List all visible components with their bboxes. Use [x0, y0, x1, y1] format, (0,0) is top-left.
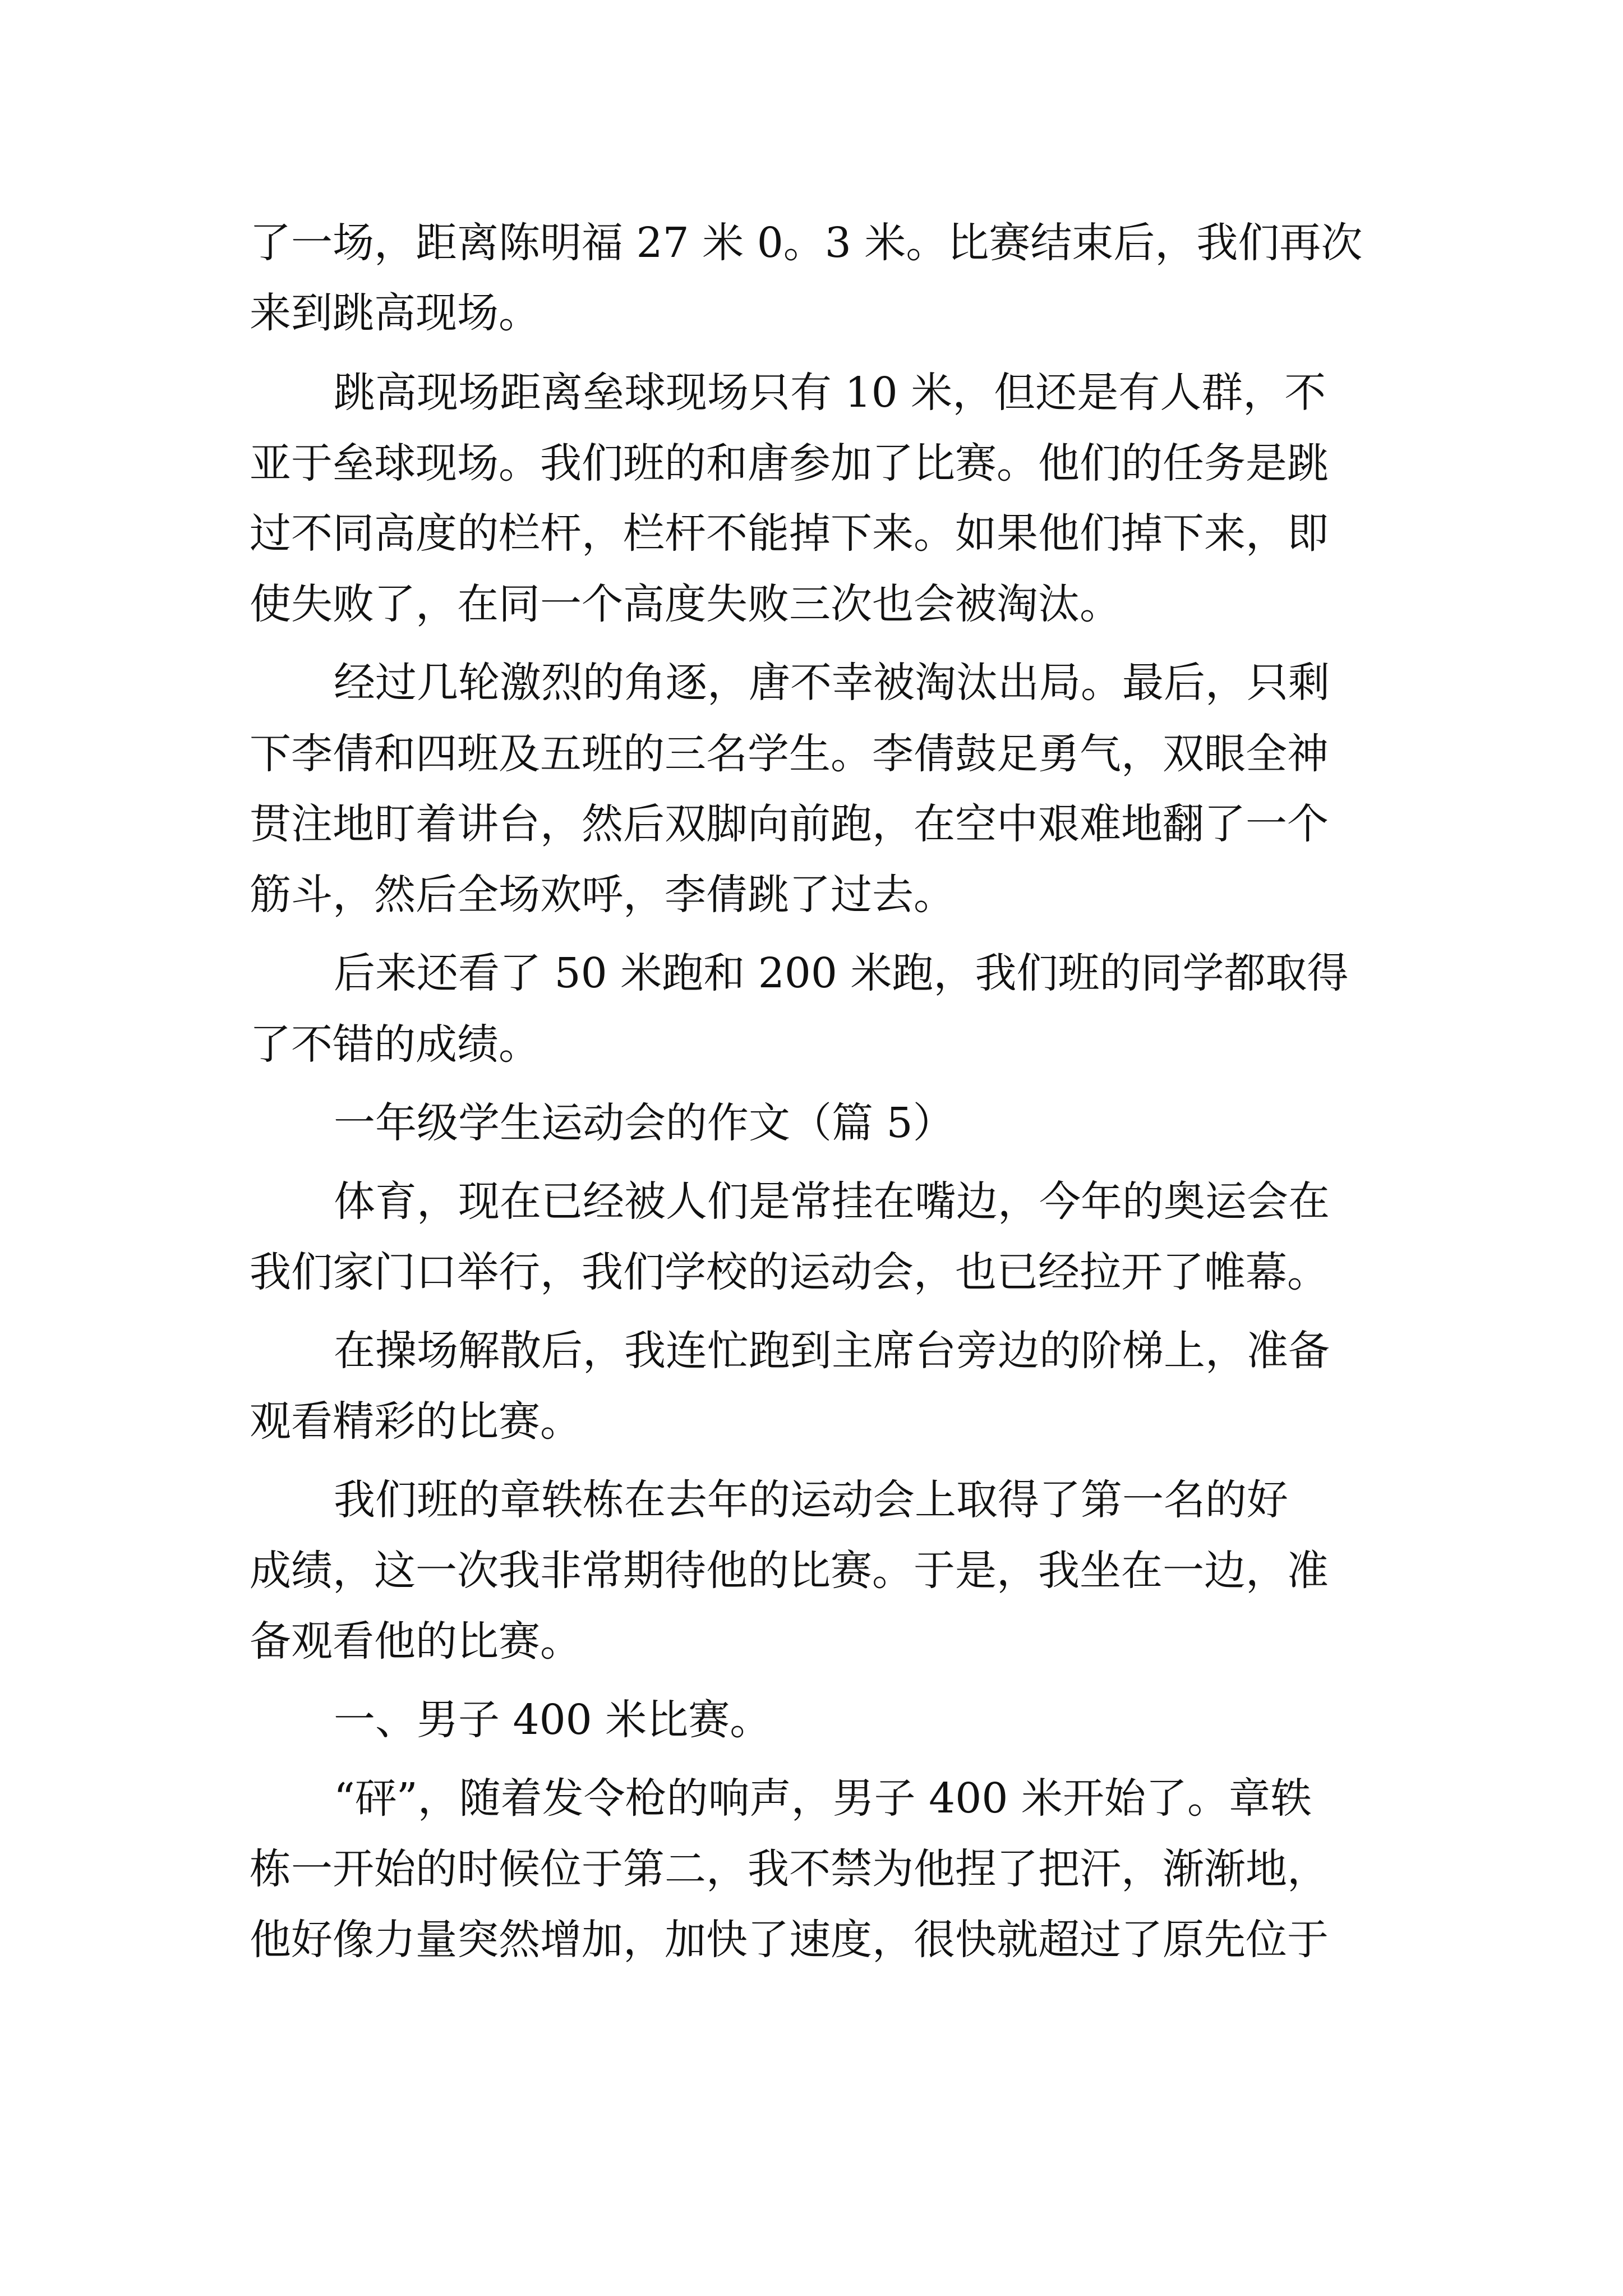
- text-line: 他好像力量突然增加，加快了速度，很快就超过了原先位于: [250, 1916, 1329, 1964]
- text-line: 我们班的章轶栋在去年的运动会上取得了第一名的好: [334, 1476, 1288, 1524]
- text-line: 后来还看了 50 米跑和 200 米跑，我们班的同学都取得: [334, 949, 1349, 997]
- text-line: 在操场解散后，我连忙跑到主席台旁边的阶梯上，准备: [334, 1327, 1330, 1375]
- text-line: 来到跳高现场。: [250, 289, 540, 337]
- text-line: 我们家门口举行，我们学校的运动会，也已经拉开了帷幕。: [250, 1248, 1329, 1296]
- text-line: 使失败了，在同一个高度失败三次也会被淘汰。: [250, 580, 1121, 628]
- text-line: “砰”，随着发令枪的响声，男子 400 米开始了。章轶: [334, 1774, 1312, 1823]
- text-line: 经过几轮激烈的角逐，唐不幸被淘汰出局。最后，只剩: [334, 659, 1330, 707]
- text-line: 下李倩和四班及五班的三名学生。李倩鼓足勇气，双眼全神: [250, 730, 1329, 778]
- text-line: 了一场，距离陈明福 27 米 0。3 米。比赛结束后，我们再次: [250, 219, 1363, 267]
- text-line: 筋斗，然后全场欢呼，李倩跳了过去。: [250, 871, 955, 919]
- text-line: 过不同高度的栏杆，栏杆不能掉下来。如果他们掉下来，即: [250, 509, 1329, 558]
- text-line: 一、男子 400 米比赛。: [334, 1696, 772, 1744]
- text-line: 备观看他的比赛。: [250, 1617, 582, 1665]
- text-line: 栋一开始的时候位于第二，我不禁为他捏了把汗，渐渐地，: [250, 1845, 1329, 1893]
- text-line: 跳高现场距离垒球现场只有 10 米，但还是有人群，不: [334, 369, 1326, 417]
- section-heading: 一年级学生运动会的作文（篇 5）: [334, 1099, 955, 1147]
- text-line: 成绩，这一次我非常期待他的比赛。于是，我坐在一边，准: [250, 1547, 1329, 1595]
- text-line: 贯注地盯着讲台，然后双脚向前跑，在空中艰难地翻了一个: [250, 800, 1329, 848]
- text-line: 了不错的成绩。: [250, 1020, 540, 1069]
- text-line: 亚于垒球现场。我们班的和唐参加了比赛。他们的任务是跳: [250, 439, 1329, 487]
- text-line: 观看精彩的比赛。: [250, 1397, 582, 1446]
- text-line: 体育，现在已经被人们是常挂在嘴边，今年的奥运会在: [334, 1177, 1330, 1226]
